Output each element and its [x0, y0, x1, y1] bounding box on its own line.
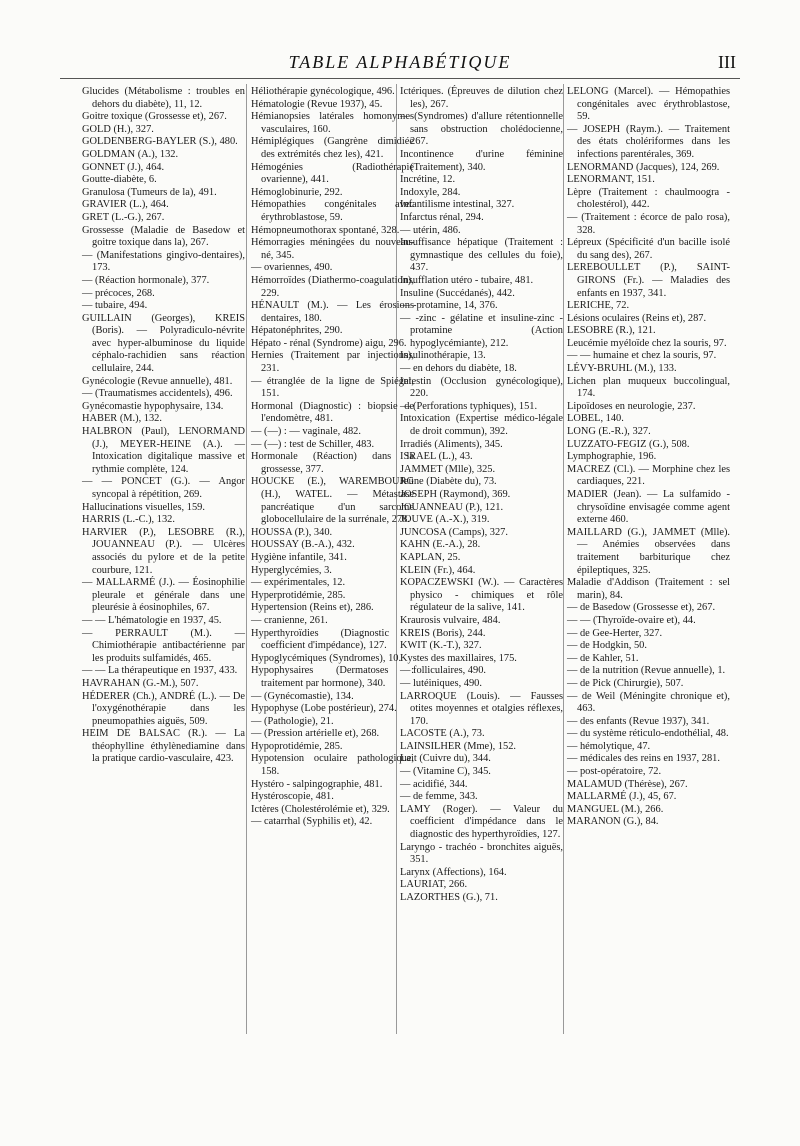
index-entry: Intoxication (Expertise médico-légale de droit commun), 392.: [400, 413, 563, 438]
index-entry: Hystéro - salpingographie, 481.: [251, 778, 383, 790]
page-number: III: [718, 52, 736, 72]
index-entry: HÉDERER (Ch.), ANDRÉ (L.). — De l'oxygénothérapie dans les pneumopathies aiguës, 509.: [82, 690, 245, 727]
index-entry: GRET (L.-G.), 267.: [82, 211, 165, 223]
index-entry: Hémopneumothorax spontané, 328.: [251, 224, 400, 236]
index-entry: Héliothérapie gynécologique, 496.: [251, 86, 395, 97]
index-column-3: [400, 86, 563, 905]
index-entry: HARVIER (P.), LESOBRE (R.), JOUANNEAU (P.). — Ulcères associés du pylore et de la petite courbure, 121.: [82, 526, 245, 576]
index-entry: — ovariennes, 490.: [251, 262, 333, 274]
index-entry: JOSEPH (Raymond), 369.: [400, 489, 511, 500]
index-entry: MALLARMÉ (J.), 45, 67.: [567, 791, 677, 803]
index-entry: Goutte-diabète, 6.: [82, 174, 157, 186]
index-entry: HAVRAHAN (G.-M.), 507.: [82, 677, 199, 689]
index-entry: Lichen plan muqueux buccolingual, 174.: [567, 375, 730, 400]
index-entry: — de femme, 343.: [400, 791, 478, 803]
index-entry: Hyperthyroïdies (Diagnostic : coefficient d'impédance), 127.: [251, 627, 414, 652]
index-entry: Hormonal (Diagnostic) : biopsie de l'endomètre, 481.: [251, 400, 414, 425]
index-entry: Granulosa (Tumeurs de la), 491.: [82, 186, 217, 198]
index-entry: — (—) : — vaginale, 482.: [251, 426, 361, 438]
index-entry: Hémoglobinurie, 292.: [251, 186, 343, 198]
index-entry: MARANON (G.), 84.: [567, 816, 659, 828]
index-entry: HALBRON (Paul), LENORMAND (J.), MEYER-HEINE (A.). — Intoxication digitalique massive et rythmie complète, 124.: [82, 426, 245, 475]
index-entry: Jeûne (Diabète du), 73.: [400, 476, 497, 488]
column-divider: [246, 84, 247, 1034]
index-entry: LENORMAND (Jacques), 124, 269.: [567, 161, 720, 173]
index-entry: LAMY (Roger). — Valeur du coefficient d'impédance dans le diagnostic des hyperthyroïdies, 127.: [400, 803, 563, 841]
index-entry: — (Manifestations gingivo-dentaires), 173.: [82, 249, 245, 274]
index-entry: Kystes des maxillaires, 175.: [400, 652, 517, 664]
index-entry: LERICHE, 72.: [567, 300, 630, 312]
index-entry: Hallucinations visuelles, 159.: [82, 501, 205, 513]
index-entry: Lépreux (Spécificité d'un bacille isolé du sang des), 267.: [567, 237, 730, 261]
index-entry: HOUCKE (E.), WAREMBOURG (H.), WATEL. — Métastase pancréatique d'un sarcome globocellulaire de la surrénale, 278.: [251, 476, 414, 526]
index-entry: — (Syndromes) d'allure rétentionnelle sans obstruction cholédocienne, 267.: [400, 111, 563, 148]
index-column-1: [82, 86, 245, 766]
index-entry: Lymphographie, 196.: [567, 451, 657, 463]
index-entry: Irradiés (Aliments), 345.: [400, 438, 503, 450]
index-entry: LOBEL, 140.: [567, 413, 624, 425]
index-entry: GOLDENBERG-BAYLER (S.), 480.: [82, 136, 238, 148]
index-entry: LELONG (Marcel). — Hémopathies congénitales avec érythroblastose, 59.: [567, 86, 730, 123]
index-entry: — de Gee-Herter, 327.: [567, 627, 663, 639]
index-entry: Hépato - rénal (Syndrome) aigu, 296.: [251, 337, 407, 349]
index-entry: Indoxyle, 284.: [400, 186, 461, 198]
index-entry: Glucides (Métabolisme : troubles en dehors du diabète), 11, 12.: [82, 86, 245, 110]
index-entry: — (Réaction hormonale), 377.: [82, 274, 210, 286]
index-entry: KOPACZEWSKI (W.). — Caractères physico - chimiques et rôle régulateur de la salive, 141.: [400, 577, 563, 614]
index-entry: — précoces, 268.: [82, 287, 155, 299]
index-entry: — du système réticulo-endothélial, 48.: [567, 728, 729, 740]
index-entry: — (Perforations typhiques), 151.: [400, 400, 538, 412]
index-entry: — de Pick (Chirurgie), 507.: [567, 677, 684, 689]
index-entry: HOUSSAY (B.-A.), 432.: [251, 539, 355, 551]
index-entry: — MALLARMÉ (J.). — Éosinophilie pleurale et générale dans une pleurésie à éosinophiles, 67.: [82, 577, 245, 614]
index-entry: Gynécomastie hypophysaire, 134.: [82, 400, 224, 412]
index-entry: Hyperglycémies, 3.: [251, 564, 332, 576]
index-entry: Hypophysaires (Dermatoses : traitement par hormone), 340.: [251, 665, 414, 689]
index-entry: HABER (M.), 132.: [82, 413, 162, 425]
index-entry: — (Traitement : écorce de palo rosa), 328.: [567, 211, 730, 236]
index-entry: — de Kahler, 51.: [567, 652, 639, 664]
index-entry: GONNET (J.), 464.: [82, 161, 165, 173]
index-entry: Hémopathies congénitales avec érythroblastose, 59.: [251, 199, 414, 223]
index-entry: — de la nutrition (Revue annuelle), 1.: [567, 665, 726, 677]
index-entry: LAURIAT, 266.: [400, 879, 468, 891]
index-entry: Hygiène infantile, 341.: [251, 551, 347, 563]
running-title: TABLE ALPHABÉTIQUE: [288, 52, 512, 72]
index-entry: LENORMANT, 151.: [567, 174, 655, 186]
index-entry: MAILLARD (G.), JAMMET (Mlle). — Anémies observées dans traitement barbiturique chez épileptiques, 325.: [567, 526, 730, 576]
index-entry: Lèpre (Traitement : chaulmoogra - cholestérol), 442.: [567, 186, 730, 211]
index-entry: Infantilisme intestinal, 327.: [400, 199, 515, 211]
index-entry: HARRIS (L.-C.), 132.: [82, 514, 175, 526]
index-column-4: [567, 86, 730, 829]
index-entry: Hématologie (Revue 1937), 45.: [251, 98, 383, 110]
column-divider: [563, 84, 564, 1034]
index-entry: — (Vitamine C), 345.: [400, 766, 491, 778]
index-entry: Hystéroscopie, 481.: [251, 791, 334, 803]
index-entry: — post-opératoire, 72.: [567, 766, 662, 778]
index-entry: — cranienne, 261.: [251, 614, 328, 626]
index-entry: LONG (E.-R.), 327.: [567, 426, 651, 438]
index-entry: HÉNAULT (M.). — Les érosions dentaires, 180.: [251, 300, 414, 324]
index-entry: Lait (Cuivre du), 344.: [400, 753, 491, 765]
index-entry: Hormonale (Réaction) dans la grossesse, 377.: [251, 451, 414, 475]
index-entry: — de Hodgkin, 50.: [567, 640, 647, 652]
index-entry: LEREBOULLET (P.), SAINT-GIRONS (Fr.). — Maladies des enfants en 1937, 341.: [567, 262, 730, 299]
index-entry: JOUANNEAU (P.), 121.: [400, 501, 504, 513]
index-entry: — (Pathologie), 21.: [251, 715, 334, 727]
index-entry: Hypertension (Reins et), 286.: [251, 602, 374, 614]
index-entry: — utérin, 486.: [400, 224, 461, 236]
index-entry: — médicales des reins en 1937, 281.: [567, 753, 720, 765]
index-entry: Ictériques. (Épreuves de dilution chez les), 267.: [400, 86, 563, 110]
index-entry: Goitre toxique (Grossesse et), 267.: [82, 111, 227, 123]
index-entry: — tubaire, 494.: [82, 300, 148, 312]
index-entry: Hypoglycémiques (Syndromes), 10.: [251, 652, 402, 664]
index-entry: KREIS (Boris), 244.: [400, 627, 486, 639]
index-entry: GUILLAIN (Georges), KREIS (Boris). — Polyradiculo-névrite avec hyper-albuminose du liquide céphalo-rachidien sans réaction cellulaire, 244.: [82, 312, 245, 375]
index-entry: Lésions oculaires (Reins et), 287.: [567, 312, 707, 324]
index-entry: MANGUEL (M.), 266.: [567, 803, 664, 815]
index-entry: Hépatonéphrites, 290.: [251, 325, 343, 337]
index-entry: — (—) : test de Schiller, 483.: [251, 438, 375, 450]
index-entry: Insufflation utéro - tubaire, 481.: [400, 274, 534, 286]
index-entry: Ictères (Cholestérolémie et), 329.: [251, 803, 390, 815]
index-entry: — PERRAULT (M.). — Chimiothérapie antibactérienne par les produits sulfamidés, 465.: [82, 627, 245, 664]
index-entry: Hernies (Traitement par injections), 231.: [251, 350, 414, 375]
index-entry: — JOSEPH (Raym.). — Traitement des états cholériformes dans les infections parentérales, 369.: [567, 123, 730, 160]
index-entry: ISRAEL (L.), 43.: [400, 451, 473, 463]
index-entry: KWIT (K.-T.), 327.: [400, 640, 482, 652]
index-entry: KAHN (E.-A.), 28.: [400, 539, 481, 551]
index-entry: GOLDMAN (A.), 132.: [82, 148, 179, 160]
index-entry: — étranglée de la ligne de Spiégel, 151.: [251, 375, 414, 400]
index-entry: — -zinc - gélatine et insuline-zinc - protamine (Action hypoglycémiante), 212.: [400, 312, 563, 349]
index-entry: Hyperprotidémie, 285.: [251, 589, 346, 601]
index-entry: — catarrhal (Syphilis et), 42.: [251, 816, 373, 828]
index-entry: JUNCOSA (Camps), 327.: [400, 526, 508, 538]
index-entry: LARROQUE (Louis). — Fausses otites moyennes et otalgies réflexes, 170.: [400, 690, 563, 727]
page-header: [60, 52, 740, 79]
index-entry: Hémiplégiques (Gangrène dimidiée des extrémités chez les), 421.: [251, 136, 414, 160]
index-entry: — — PONCET (G.). — Angor syncopal à répétition, 269.: [82, 476, 245, 500]
index-entry: — (Traumatismes accidentels), 496.: [82, 388, 233, 400]
index-entry: — lutéiniques, 490.: [400, 677, 482, 689]
index-entry: Hypophyse (Lobe postérieur), 274.: [251, 703, 397, 715]
index-entry: Incontinence d'urine féminine (Traitement), 340.: [400, 148, 563, 173]
index-entry: KAPLAN, 25.: [400, 551, 461, 563]
index-entry: LAZORTHES (G.), 71.: [400, 892, 498, 903]
index-entry: GRAVIER (L.), 464.: [82, 199, 169, 211]
index-entry: — de Weil (Méningite chronique et), 463.: [567, 690, 730, 715]
index-entry: LACOSTE (A.), 73.: [400, 728, 485, 740]
index-entry: — hémolytique, 47.: [567, 740, 651, 752]
index-entry: — (Pression artérielle et), 268.: [251, 728, 380, 740]
index-entry: Insuffisance hépatique (Traitement : gymnastique des cellules du foie), 437.: [400, 237, 563, 274]
index-entry: — en dehors du diabète, 18.: [400, 363, 517, 375]
index-entry: MALAMUD (Thérèse), 267.: [567, 778, 688, 790]
index-entry: LÉVY-BRUHL (M.), 133.: [567, 363, 677, 375]
index-entry: KLEIN (Fr.), 464.: [400, 564, 476, 576]
index-entry: LESOBRE (R.), 121.: [567, 325, 656, 337]
index-entry: Hypoprotidémie, 285.: [251, 740, 343, 752]
index-entry: — expérimentales, 12.: [251, 577, 346, 589]
index-entry: Hypotension oculaire pathologique, 158.: [251, 753, 414, 778]
index-entry: Insulinothérapie, 13.: [400, 350, 486, 362]
index-entry: — (Gynécomastie), 134.: [251, 690, 354, 702]
index-entry: — — humaine et chez la souris, 97.: [567, 350, 717, 362]
index-entry: HOUSSA (P.), 340.: [251, 526, 333, 538]
index-entry: MADIER (Jean). — La sulfamido - chrysoïdine envisagée comme agent externe 460.: [567, 489, 730, 526]
index-entry: — — La thérapeutique en 1937, 433.: [82, 665, 238, 677]
index-entry: Maladie d'Addison (Traitement : sel marin), 84.: [567, 577, 730, 601]
index-column-2: [251, 86, 414, 829]
index-entry: — acidifié, 344.: [400, 778, 468, 790]
index-entry: Leucémie myéloïde chez la souris, 97.: [567, 337, 727, 349]
index-entry: — de Basedow (Grossesse et), 267.: [567, 602, 716, 614]
index-entry: — — (Thyroïde-ovaire et), 44.: [567, 614, 696, 626]
index-entry: LUZZATO-FEGIZ (G.), 508.: [567, 438, 690, 450]
index-entry: MACREZ (Cl.). — Morphine chez les cardiaques, 221.: [567, 463, 730, 488]
index-entry: Laryngo - trachéo - bronchites aiguës, 351.: [400, 841, 563, 866]
index-entry: Insuline (Succédanés), 442.: [400, 287, 515, 299]
index-entry: — — L'hématologie en 1937, 45.: [82, 614, 222, 626]
index-entry: LAINSILHER (Mme), 152.: [400, 740, 517, 752]
index-entry: Hémorragies méningées du nouveau-né, 345.: [251, 237, 414, 261]
index-entry: Hémogénies (Radiothérapie ovarienne), 441.: [251, 161, 414, 186]
index-entry: Kraurosis vulvaire, 484.: [400, 614, 501, 626]
index-entry: — des enfants (Revue 1937), 341.: [567, 715, 710, 727]
index-entry: — folliculaires, 490.: [400, 665, 486, 677]
index-entry: Larynx (Affections), 164.: [400, 866, 507, 878]
index-entry: — -protamine, 14, 376.: [400, 300, 498, 312]
index-entry: GOLD (H.), 327.: [82, 123, 154, 135]
index-entry: Hémianopsies latérales homonymes vasculaires, 160.: [251, 111, 414, 135]
index-entry: HEIM DE BALSAC (R.). — La théophylline éthylènediamine dans la pratique cardio-vasculaire, 423.: [82, 728, 245, 765]
index-entry: Incrétine, 12.: [400, 174, 456, 186]
index-entry: Grossesse (Maladie de Basedow et goitre toxique dans la), 267.: [82, 224, 245, 249]
index-entry: JAMMET (Mlle), 325.: [400, 463, 496, 475]
index-entry: JOUVE (A.-X.), 319.: [400, 514, 490, 526]
index-entry: Infarctus rénal, 294.: [400, 211, 484, 223]
index-entry: Hémorroïdes (Diathermo-coagulation), 229.: [251, 274, 414, 299]
index-entry: Intestin (Occlusion gynécologique), 220.: [400, 375, 563, 400]
index-entry: Gynécologie (Revue annuelle), 481.: [82, 375, 233, 387]
index-entry: Lipoïdoses en neurologie, 237.: [567, 400, 696, 412]
